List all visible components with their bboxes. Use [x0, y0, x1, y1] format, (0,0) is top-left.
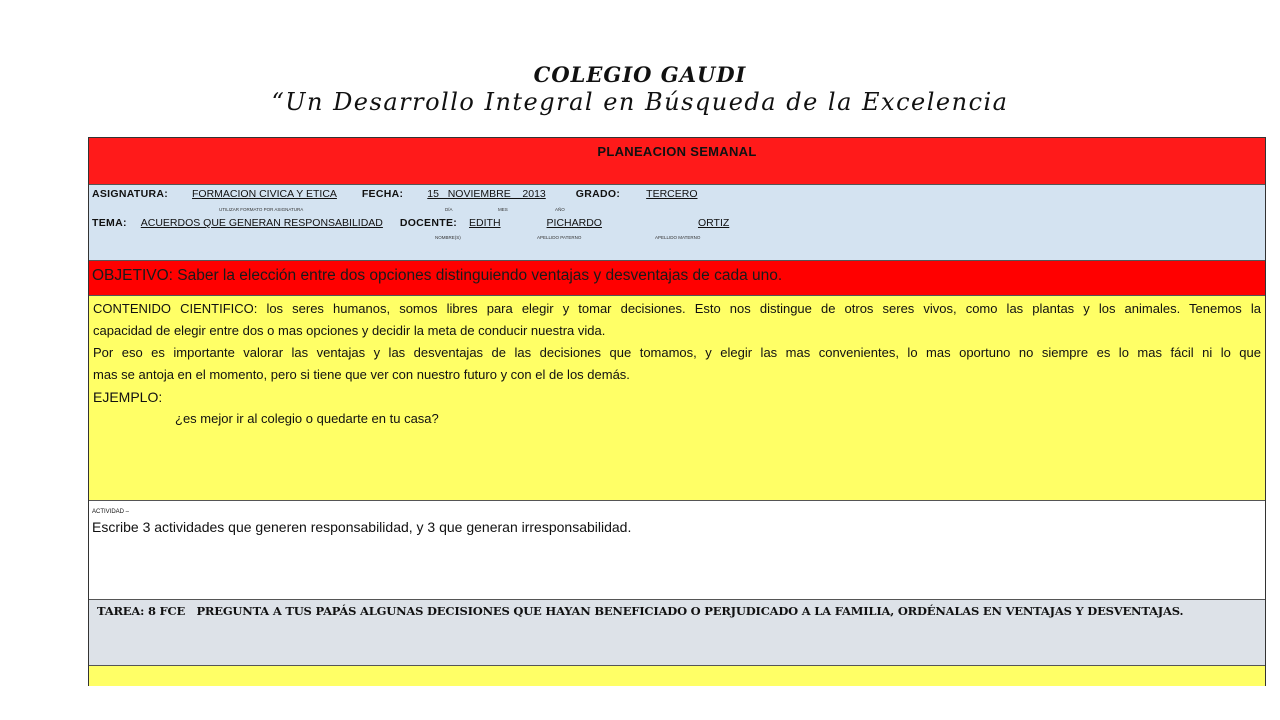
ejemplo-text: ¿es mejor ir al colegio o quedarte en tu casa?	[175, 411, 439, 426]
objetivo-row	[89, 261, 1265, 296]
actividad-label: ACTIVIDAD –	[92, 509, 130, 515]
tarea-text: TAREA: 8 FCE PREGUNTA A TUS PAPÁS ALGUNAS DECISIONES QUE HAYAN BENEFICIADO O PERJUDICADO A LA FAMILIA, ORDÉNALAS EN VENTAJAS Y DESVENTAJAS.	[97, 604, 1184, 618]
objetivo-text: OBJETIVO: Saber la elección entre dos opciones distinguiendo ventajas y desventajas de cada uno.	[92, 267, 783, 284]
info-row	[89, 185, 1265, 261]
contenido-line-4: mas se antoja en el momento, pero si tiene que ver con nuestro futuro y con el de los demás.	[93, 367, 630, 382]
school-motto: “Un Desarrollo Integral en Búsqueda de la Excelencia	[271, 88, 1009, 116]
empty-row	[89, 666, 1265, 686]
fecha-label: FECHA:	[361, 188, 404, 200]
dia-hint: DÍA	[445, 207, 453, 212]
contenido-line-3: Por eso es importante valorar las ventajas y las desventajas de las decisiones que tomamos, y elegir las mas convenientes, lo mas oportuno no siempre es lo mas fácil ni lo que	[93, 345, 1261, 360]
contenido-line-1: CONTENIDO CIENTIFICO: los seres humanos, somos libres para elegir y tomar decisiones. Esto nos distingue de otros seres vivos, como las plantas y los animales. Tenemos la	[93, 301, 1261, 316]
title-row	[89, 138, 1265, 185]
mes-hint: MES	[498, 207, 508, 212]
tema-line	[92, 217, 767, 229]
anio-hint: AÑO	[555, 207, 565, 212]
asignatura-value: FORMACION CIVICA Y ETICA	[192, 188, 337, 200]
grado-label: GRADO:	[575, 188, 621, 200]
materno-hint: APELLIDO MATERNO	[655, 235, 701, 240]
grado-value: TERCERO	[646, 188, 698, 200]
contenido-row	[89, 296, 1265, 501]
planning-table	[88, 137, 1266, 686]
contenido-line-2: capacidad de elegir entre dos o mas opciones y decidir la meta de conducir nuestra vida.	[93, 323, 606, 338]
docente-nombre: EDITH	[469, 217, 501, 229]
tema-label: TEMA:	[92, 217, 127, 229]
docente-paterno: PICHARDO	[546, 217, 602, 229]
asignatura-hint: UTILIZAR FORMATO POR ASIGNATURA	[219, 207, 304, 212]
fecha-value: 15 NOVIEMBRE 2013	[427, 188, 546, 200]
paterno-hint: APELLIDO PATERNO	[537, 235, 582, 240]
actividad-row	[89, 501, 1265, 600]
docente-label: DOCENTE:	[399, 217, 458, 229]
nombre-hint: NOMBRE(S)	[435, 235, 461, 240]
ejemplo-label: EJEMPLO:	[93, 389, 163, 405]
asignatura-line	[92, 188, 710, 200]
docente-materno: ORTIZ	[697, 217, 730, 229]
tarea-row	[89, 600, 1265, 666]
actividad-text: Escribe 3 actividades que generen responsabilidad, y 3 que generan irresponsabilidad.	[92, 519, 632, 535]
tema-value: ACUERDOS QUE GENERAN RESPONSABILIDAD	[140, 217, 383, 229]
planning-title: PLANEACION SEMANAL	[597, 144, 757, 159]
asignatura-label: ASIGNATURA:	[92, 188, 169, 200]
school-name: COLEGIO GAUDI	[533, 62, 747, 87]
